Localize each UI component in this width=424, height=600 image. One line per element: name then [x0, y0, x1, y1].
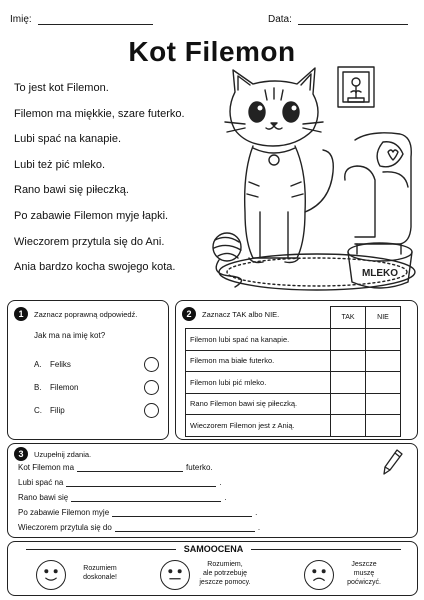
fill-text: futerko. — [186, 463, 213, 472]
yes-cell[interactable] — [331, 372, 366, 394]
fill-blank[interactable] — [71, 494, 221, 502]
task-1-question: Jak ma na imię kot? — [34, 331, 106, 340]
fill-blank[interactable] — [112, 509, 252, 517]
yes-cell[interactable] — [331, 329, 366, 351]
story-line: Wieczorem przytula się do Ani. — [14, 235, 165, 248]
fill-text: . — [255, 508, 258, 517]
fill-text: Kot Filemon ma — [18, 463, 75, 472]
table-row — [186, 329, 401, 351]
option-letter: A. — [34, 360, 42, 369]
date-input-line[interactable] — [298, 15, 408, 25]
no-cell[interactable] — [366, 350, 401, 372]
pencil-icon — [382, 448, 404, 476]
face-label-happy: Rozumiem doskonale! — [83, 565, 117, 581]
fill-text: . — [257, 523, 261, 532]
armchair-icon — [345, 133, 412, 254]
task-1-instruction: Zaznacz poprawną odpowiedź. — [34, 310, 138, 319]
sad-face-icon[interactable] — [304, 560, 334, 590]
story-line: Lubi też pić mleko. — [14, 158, 106, 171]
option-b[interactable] — [34, 380, 159, 395]
task-2-instruction: Zaznacz TAK albo NIE. — [202, 310, 280, 319]
story-text — [14, 82, 224, 287]
fill-text: . — [224, 493, 227, 502]
statement: Filemon lubi pić mleko. — [186, 372, 331, 394]
yes-cell[interactable] — [331, 350, 366, 372]
no-cell[interactable] — [366, 415, 401, 437]
fill-row — [18, 463, 213, 472]
neutral-face-icon[interactable] — [160, 560, 190, 590]
date-label: Data: — [268, 14, 292, 25]
statement: Wieczorem Filemon jest z Anią. — [186, 415, 331, 437]
no-cell[interactable] — [366, 393, 401, 415]
true-false-table — [185, 306, 401, 437]
option-c[interactable] — [34, 403, 159, 418]
fill-text: Wieczorem przytula się do — [18, 523, 112, 532]
task-2-box — [175, 300, 418, 440]
fill-row — [18, 493, 226, 502]
story-line: Filemon ma miękkie, szare futerko. — [14, 107, 185, 120]
bowl-label: MLEKO — [361, 268, 399, 279]
statement: Filemon lubi spać na kanapie. — [186, 329, 331, 351]
option-text: Filemon — [50, 383, 79, 392]
option-a-circle[interactable] — [144, 357, 159, 372]
face-label-neutral: Rozumiem, ale potrzebuję jeszcze pomocy. — [199, 561, 251, 586]
option-a[interactable] — [34, 357, 159, 372]
fill-text: Po zabawie Filemon myje — [18, 508, 110, 517]
option-c-circle[interactable] — [144, 403, 159, 418]
col-yes: TAK — [331, 307, 366, 329]
task-3-number: 3 — [14, 447, 28, 461]
name-input-line[interactable] — [38, 15, 153, 25]
no-cell[interactable] — [366, 372, 401, 394]
date-field[interactable] — [268, 14, 408, 25]
self-assessment-box — [7, 541, 418, 596]
table-row — [186, 415, 401, 437]
face-label-sad: Jeszcze muszę poćwiczyć. — [347, 561, 381, 586]
name-field[interactable] — [10, 14, 153, 25]
fill-row — [18, 478, 222, 487]
fill-text: . — [219, 478, 222, 487]
name-label: Imię: — [10, 14, 32, 25]
task-3-instruction: Uzupełnij zdania. — [34, 450, 92, 459]
table-row — [186, 393, 401, 415]
option-b-circle[interactable] — [144, 380, 159, 395]
statement: Filemon ma białe futerko. — [186, 350, 331, 372]
task-1-box — [7, 300, 169, 440]
fill-row — [18, 523, 260, 532]
picture-frame-icon — [338, 67, 374, 107]
yes-cell[interactable] — [331, 393, 366, 415]
option-letter: C. — [34, 406, 42, 415]
cat-icon — [225, 68, 333, 263]
task-3-box — [7, 443, 418, 538]
option-text: Filip — [50, 406, 65, 415]
statement: Rano Filemon bawi się piłeczką. — [186, 393, 331, 415]
option-letter: B. — [34, 383, 42, 392]
table-row — [186, 372, 401, 394]
option-text: Feliks — [50, 360, 71, 369]
story-line: Lubi spać na kanapie. — [14, 133, 122, 146]
page-title: Kot Filemon — [128, 36, 296, 67]
cat-illustration — [205, 62, 420, 297]
table-row — [186, 350, 401, 372]
yes-cell[interactable] — [331, 415, 366, 437]
fill-text: Rano bawi się — [18, 493, 69, 502]
no-cell[interactable] — [366, 329, 401, 351]
fill-blank[interactable] — [77, 464, 183, 472]
story-line: To jest kot Filemon. — [14, 82, 109, 94]
task-1-number: 1 — [14, 307, 28, 321]
task-2-number: 2 — [182, 307, 196, 321]
self-assessment-title: SAMOOCENA — [8, 544, 419, 554]
story-line: Po zabawie Filemon myje łapki. — [14, 209, 169, 222]
fill-row — [18, 508, 257, 517]
happy-face-icon[interactable] — [36, 560, 66, 590]
fill-text: Lubi spać na — [18, 478, 64, 487]
story-line: Ania bardzo kocha swojego kota. — [14, 261, 176, 274]
story-line: Rano bawi się piłeczką. — [14, 184, 129, 197]
col-no: NIE — [366, 307, 401, 329]
fill-blank[interactable] — [115, 524, 255, 532]
fill-blank[interactable] — [66, 479, 216, 487]
